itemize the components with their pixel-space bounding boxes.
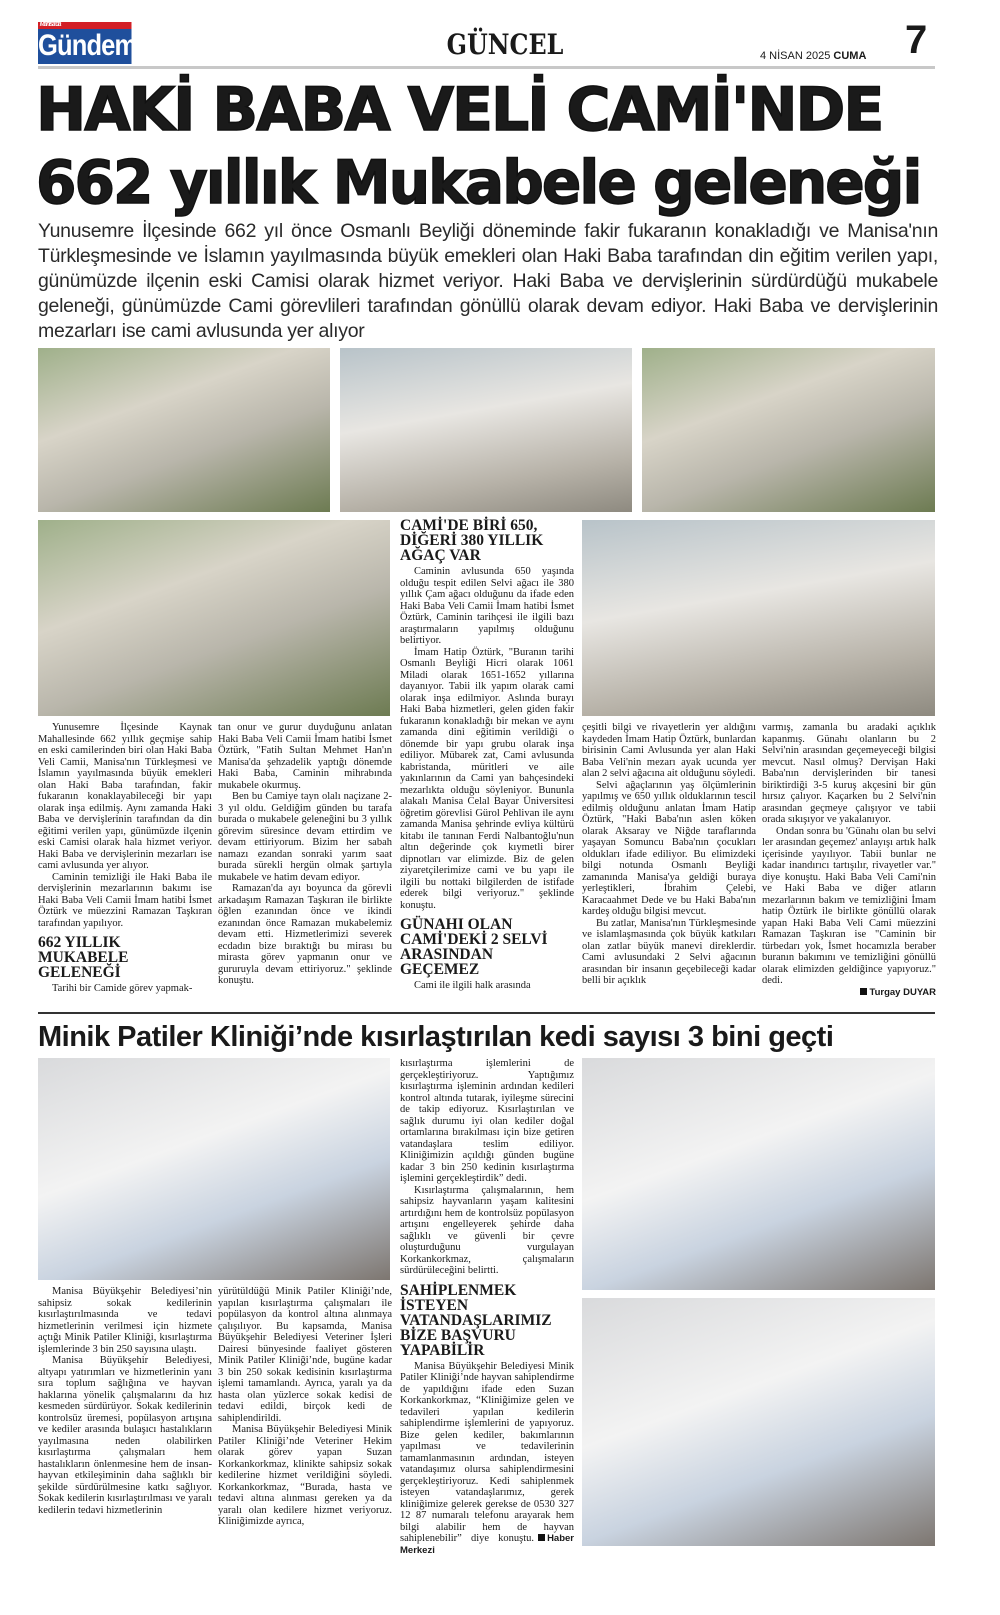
- article2-column1: [38, 1286, 212, 1516]
- article1-column4: [582, 722, 756, 987]
- paragraph: Tarihi bir Camide görev yapmak-: [52, 983, 193, 994]
- byline: Turgay DUYAR: [869, 986, 936, 998]
- paragraph: çeşitli bilgi ve rivayetlerin yer aldığını kaydeden İmam Hatip Öztürk, bunlardan birisinin Cami Avlusunda yer alan Haki Baba Veli'nin mezarı ayak ucunda yer alan 2 selvi ağacına ait olduğunu söyledi.: [582, 722, 756, 779]
- paragraph: Bu zatlar, Manisa'nın Türkleşmesinde ve islamlaşmasında çok büyük katkıları olan zatlar büyük manevi direklerdir. Cami avlusundaki 2 Selvi ağacının arasından bir insanın geçebileceği kadar belli bir açıklık: [582, 917, 756, 986]
- paragraph: Manisa Büyükşehir Belediyesi’nin sahipsiz sokak kedilerinin kısırlaştırılmasında ve tedavi hizmetlerinin verilmesi için hizmete açtığı Minik Patiler Kliniği, kısırlaştırma işlemlerinde 3 bin 250 sayısına ulaştı.: [38, 1286, 212, 1355]
- article1-column3: [400, 512, 574, 992]
- photo-vet-examining-cat: [582, 1058, 935, 1290]
- subheading: GÜNAHI OLAN CAMİ'DEKİ 2 SELVİ ARASINDAN GEÇEMEZ: [400, 916, 548, 978]
- paragraph: Manisa Büyükşehir Belediyesi, altyapı yatırımları ve hizmetlerinin yanı sıra toplum sağlığına ve hayvan haklarına yönelik çalışmalarını da hız kesmeden sürdürüyor. Sokak kedilerinin kontrolsüz üremesi, popülasyon artışına ve kediler arasında bulaşıcı hastalıkların yayılmasına neden olabilirken kısırlaştırma çalışmaları hem hastalıkların önlenmesine hem de insan-hayvan etkileşiminin daha sağlıklı bir şekilde sürdürülmesine katkı sağlıyor. Sokak kedilerin kısırlaştırılması ve yaralı kedilerin tedavi hizmetlerinin: [38, 1355, 212, 1516]
- article1-column2: [218, 722, 392, 987]
- article-divider: [38, 1012, 935, 1014]
- paragraph: Caminin avlusunda 650 yaşında olduğu tespit edilen Selvi ağacı ile 380 yıllık Çam ağacı olduğunu da ifade eden Haki Baba Veli Camii İmam hatibi İsmet Öztürk, Caminin tarihçesi ile ilgili bazı araştırmaların yapılmış olduğunu belirtiyor.: [400, 566, 574, 646]
- paragraph: yürütüldüğü Minik Patiler Kliniği’nde, yapılan kısırlaştırma çalışmaları ile popülasyon da kontrol altına alınmaya çalışılıyor. Bu kapsamda, Manisa Büyükşehir Belediyesi Veteriner İşleri Dairesi bünyesinde faaliyet gösteren Minik Patiler Kliniği’nde, bugüne kadar 3 bin 250 sokak kedisinin kısırlaştırma işlemi tamamlandı. Ayrıca, yaralı ya da hasta olan yüzlerce sokak kedisi de tedavi edildi, birçok kedi de sahiplendirildi.: [218, 1286, 392, 1424]
- logo-text: Gündem: [38, 29, 137, 62]
- issue-date: [760, 50, 866, 62]
- byline-square-icon: [538, 1534, 545, 1541]
- paragraph: Manisa Büyükşehir Belediyesi Minik Patiler Kliniği’nde Veteriner Hekim olarak görev yapan Suzan Korkankorkmaz, klinikte sahipsiz sokak kedilerine hizmet verildiğini söyledi. Korkankorkmaz, “Burada, hasta ve tedavi altına alınması gereken ya da yaralı olan kedilere hizmet veriyoruz. Kliniğimizde ayrıca,: [218, 1424, 392, 1527]
- page-number: 7: [905, 18, 928, 62]
- photo-imam-standing: [582, 520, 935, 716]
- subheading: SAHİPLENMEK İSTEYEN VATANDAŞLARIMIZ BİZE BAŞVURU YAPABİLİR: [400, 1281, 552, 1359]
- article-deck: Yunusemre İlçesinde 662 yıl önce Osmanlı Beyliği döneminde fakir fukaranın konakladığı ve Manisa'nın Türkleşmesinde ve İslamın yayılmasında büyük emekleri olan Haki Baba tarafından din eğitim verilen yapı, günümüzde ilçenin eski Camisi olarak hizmet veriyor. Haki Baba ve dervişlerinin sürdürdüğü mukabele geleneği, günümüzde Cami görevlileri tarafından gönüllü olarak devam ediyor. Haki Baba ve dervişlerinin mezarları ise cami avlusunda yer alıyor: [38, 220, 938, 342]
- paragraph: Cami ile ilgili halk arasında: [414, 980, 531, 991]
- paragraph: Ramazan'da ayı boyunca da görevli arkadaşım Ramazan Taşkıran ile birlikte öğlen ezanından önce ve ikindi ezanından önce Ramazan mukabelemiz devam etti. Hizmetlerimizi severek ecdadın bize bıraktığı bu mirası bu mirasta görev yapmanın onur ve gururuyla devam ettiriyoruz." şeklinde konuştu.: [218, 883, 392, 986]
- day-text: CUMA: [833, 50, 867, 62]
- paragraph: tan onur ve gurur duyduğunu anlatan Haki Baba Veli Camii İmam hatibi İsmet Öztürk, "Fatih Sultan Mehmet Han'ın Manisa'da şehzadelik yaptığı dönemde Haki Baba, Caminin mihrabında mukabele okurmuş.: [218, 722, 392, 791]
- paragraph: Selvi ağaçlarının yaş ölçümlerinin yapılmış ve 650 yıllık olduklarının tescil edilmiş olduğunu anlatan İmam Hatip Öztürk, "Haki Baba'nın aslen köken olarak Aksaray ve Niğde taraflarında yaşayan Somuncu Baba'nın çocukları oldukları ifade ediliyor. Bu elimizdeki bilgi notunda Osmanlı Beyliği zamanında Manisa'ya geldiği buraya yerleştikleri, İbrahim Çelebi, Karacaahmet Dede ve bu Haki Baba'nın kardeş olduğu bilgisi mevcut.: [582, 779, 756, 917]
- article2-column3: [400, 1058, 574, 1556]
- header-rule: [38, 66, 935, 69]
- byline-square-icon: [860, 988, 867, 995]
- photo-mosque-graves: [38, 348, 330, 512]
- article2-column2: [218, 1286, 392, 1528]
- headline-line2: 662 yıllık Mukabele geleneği: [36, 148, 921, 218]
- paragraph: [400, 1361, 574, 1557]
- section-title: GÜNCEL: [446, 28, 564, 61]
- paragraph: Caminin temizliği ile Haki Baba ile dervişlerinin mezarlarının bakımı ise Haki Baba Veli Camii İmam hatibi İsmet Öztürk ve müezzini Ramazan Taşkıran tarafından yapılıyor.: [38, 871, 212, 929]
- photo-tomb: [340, 348, 632, 512]
- newspaper-logo: [38, 21, 137, 64]
- article1-column5: [762, 722, 936, 998]
- photo-imam-pointing: [38, 520, 390, 716]
- paragraph: kısırlaştırma işlemlerini de gerçekleştiriyoruz. Yaptığımız kısırlaştırma işleminin ardından kedileri kontrol altında tutarak, iyileşme sürecini de takip ediyoruz. Kısırlaştırılan ve sağlık durumu iyi olan kediler doğal ortamlarına bırakılması için bize getiren vatandaşlara teslim ediliyor. Kliniğimizin açıldığı günden bugüne kadar 3 bin 250 kedinin kısırlaştırma işlemini gerçekleştirdik” dedi.: [400, 1058, 574, 1184]
- photo-vet-holding-kitten: [38, 1058, 390, 1280]
- paragraph: varmış, zamanla bu aradaki açıklık kapanmış. Günahı olanların bu 2 Selvi'nin arasından geçemeyeceği bilgisi mevcut. Nasıl olmuş? Dervişan Haki Baba'nın dervişlerinden bir tanesi biriktirdiği 3-5 kuruş akçesini bir gün hırsız çalıyor. Kaçarken bu 2 Selvi'nin arasından geçmeye çalışıyor ve tabii orada sıkışıyor ve yakalanıyor.: [762, 722, 936, 825]
- byline: Haber Merkezi: [400, 1533, 574, 1556]
- subheading: 662 YILLIK MUKABELE GELENEĞİ: [38, 934, 129, 981]
- paragraph-text: Manisa Büyükşehir Belediyesi Minik Patiler Kliniği’nde hayvan sahiplendirme de yapıldığını ifade eden Suzan Korkankorkmaz, “Kliniğimize gelen ve tedavileri yapılan kedilerin sahiplendirme işlemlerini de yapıyoruz. Bize gelen kediler, bakımlarının yapılması ve tedavilerinin tamamlanmasının ardından, isteyen vatandaşımız olursa sahiplendirmesini gerçekleştiriyoruz. Kedi sahiplenmek isteyen vatandaşlarımız, gerek kliniğimize gelerek gerekse de 0530 327 12 87 numaralı telefonu arayarak hem bilgi alabilir hem de hayvan sahiplenebilir” diye konuştu.: [400, 1360, 574, 1544]
- article1-column1: [38, 722, 212, 995]
- paragraph: İmam Hatip Öztürk, "Buranın tarihi Osmanlı Beyliği Hicri olarak 1061 Miladi olarak 1651-1652 yıllarına dayanıyor. Tabii ilk yapım olarak cami olarak inşa edilmiyor. Aslında burayı Haki Baba hizmetleri, gelen giden fakir fukaranın konakladığı bir mekan ve aynı zamanda dini eğitimin verildiği o dönemde bir yapı grubu olarak inşa ediliyor. Mübarek zat, Cami avlusunda kabristanda, müritleri ve aile yakınlarının da Cami yan bahçesindeki mezarlıkta olduğu söyleniyor. Bununla alakalı Manisa Celal Bayar Üniversitesi öğretim görevlisi Gürol Pehlivan ile aynı zamanda Manisa şehrinde evliya kültürü kitabı ile tanınan Ferdi Nalbantoğlu'nun altın değerinde çok kıymetli birer dipnotları var elimizde. Biz de gelen ziyaretçilerimize cami ve bu yapı ile ilgili bu nottaki bilgilerden de istifade ederek bilgi veriyoruz." şeklinde konuştu.: [400, 646, 574, 911]
- paragraph: Kısırlaştırma çalışmalarının, hem sahipsiz hayvanların yaşam kalitesini artırdığını hem de kontrolsüz popülasyon artışını engelleyerek şehirde daha sağlıklı ve güvenli bir çevre oluşturduğunu vurgulayan Korkankorkmaz, çalışmaların sürdürüleceğini belirtti.: [400, 1184, 574, 1276]
- photo-cemetery: [642, 348, 935, 512]
- date-text: 4 NİSAN 2025: [760, 50, 831, 62]
- logo-top: Manisa'da: [39, 21, 61, 28]
- paragraph: Ben bu Camiye tayn olalı naçizane 2-3 yıl oldu. Geldiğim günden bu tarafa burada o mukabele geleneğini bu 3 yıllık görevim süresince devam ettirdim ve devam ettiriyorum. Bizim her sabah namazı ezandan sonraki yarım saat burada sürekli hergün olmak şartıyla mukabele ve hatim devam ediyor.: [218, 791, 392, 883]
- photo-vet-with-cat: [582, 1298, 935, 1546]
- headline-line1: HAKİ BABA VELİ CAMİ'NDE: [36, 75, 883, 145]
- paragraph: Yunusemre İlçesinde Kaynak Mahallesinde 662 yıllık geçmişe sahip en eski camilerinden biri olan Haki Baba Veli Camii, Manisa'nın Türkleşmesi ve İslamın yayılmasında büyük emekleri olan Haki Baba tarafından, fakir fukaranın konaklayabileceği bir yapı olarak inşa edilmiş. Aynı zamanda Haki Baba ve dervişlerinin tarafından da din eğitimi verilen yapı, günümüzde ilçenin eski Camisi olarak hala hizmet veriyor. Haki Baba ve dervişlerinin mezarları ise cami avlusunda yer alıyor.: [38, 722, 212, 871]
- subheading: CAMİ'DE BİRİ 650, DİĞERİ 380 YILLIK AĞAÇ VAR: [400, 517, 544, 564]
- paragraph: Ondan sonra bu 'Günahı olan bu selvi ler arasından geçemez' anlayışı artık halk içerisinde yayılıyor. Tabii bunlar ne kadar inandırıcı tartışılır, rivayetler var." diye konuştu. Haki Baba Veli Cami'nin ve Haki Baba ve diğer atların mezarlarının bakım ve temizliğini İmam hatip Öztürk ile birlikte gönüllü olarak yapan Haki Baba Veli Cami müezzini Ramazan Taşkıran ise "Caminin bir türbedarı yok, İsmet hocamızla beraber buranın bakımını ve temizliğini gönüllü olarak elimizden geldiğince yapıyoruz." dedi.: [762, 825, 936, 986]
- headline-article2: Minik Patiler Kliniği’nde kısırlaştırılan kedi sayısı 3 bini geçti: [38, 1021, 834, 1053]
